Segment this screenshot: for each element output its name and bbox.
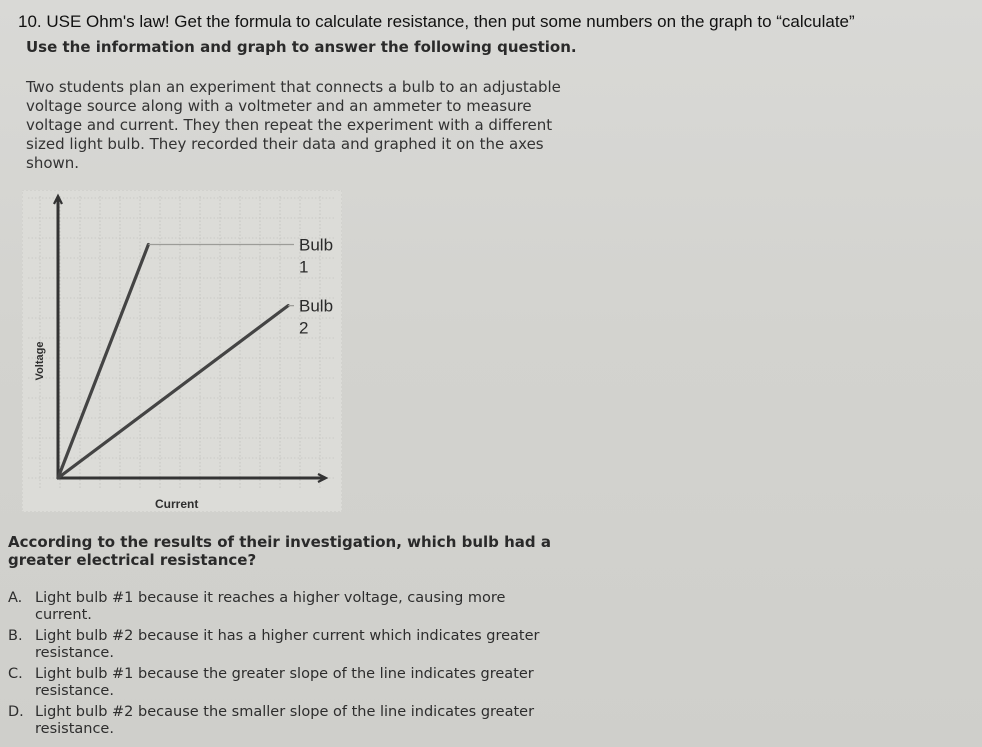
- question: [8, 533, 628, 569]
- choice-letter: C.: [8, 666, 23, 682]
- passage-line: Two students plan an experiment that connects a bulb to an adjustable: [26, 78, 561, 96]
- y-axis-label: Voltage: [34, 341, 46, 381]
- series-label-bulb-2: Bulb: [299, 296, 334, 316]
- passage-line: voltage and current. They then repeat the experiment with a different: [26, 116, 553, 134]
- choice-text: current.: [35, 607, 92, 623]
- choice-text: resistance.: [35, 683, 114, 699]
- question-line: greater electrical resistance?: [8, 551, 257, 569]
- choice-letter: B.: [8, 628, 23, 644]
- choice-letter: D.: [8, 704, 24, 720]
- passage-line: shown.: [26, 154, 80, 172]
- passage: [26, 78, 636, 173]
- choice-text: Light bulb #2 because the smaller slope of the line indicates greater: [35, 704, 535, 720]
- choice-b[interactable]: [8, 628, 628, 662]
- choice-letter: A.: [8, 590, 23, 606]
- voltage-current-chart: [22, 190, 342, 512]
- x-axis-label: Current: [155, 497, 199, 511]
- choice-text: Light bulb #1 because the greater slope of the line indicates greater: [35, 666, 534, 682]
- choice-a[interactable]: [8, 590, 628, 624]
- answer-choices: [8, 590, 628, 742]
- chart-background: [22, 190, 342, 512]
- passage-line: voltage source along with a voltmeter and an ammeter to measure: [26, 97, 532, 115]
- choice-text: Light bulb #2 because it has a higher current which indicates greater: [35, 628, 540, 644]
- choice-text: resistance.: [35, 645, 114, 661]
- instruction-heading: Use the information and graph to answer the following question.: [26, 38, 577, 56]
- series-label-bulb-1: 1: [299, 257, 309, 277]
- series-label-bulb-2: 2: [299, 318, 309, 338]
- passage-line: sized light bulb. They recorded their data and graphed it on the axes: [26, 135, 544, 153]
- chart-svg: [22, 190, 342, 512]
- choice-text: Light bulb #1 because it reaches a higher voltage, causing more: [35, 590, 506, 606]
- choice-c[interactable]: [8, 666, 628, 700]
- handwritten-prompt: 10. USE Ohm's law! Get the formula to calculate resistance, then put some numbers on the graph to “calculate”: [18, 12, 855, 31]
- question-line: According to the results of their investigation, which bulb had a: [8, 533, 551, 551]
- choice-d[interactable]: [8, 704, 628, 738]
- choice-text: resistance.: [35, 721, 114, 737]
- series-label-bulb-1: Bulb: [299, 235, 334, 255]
